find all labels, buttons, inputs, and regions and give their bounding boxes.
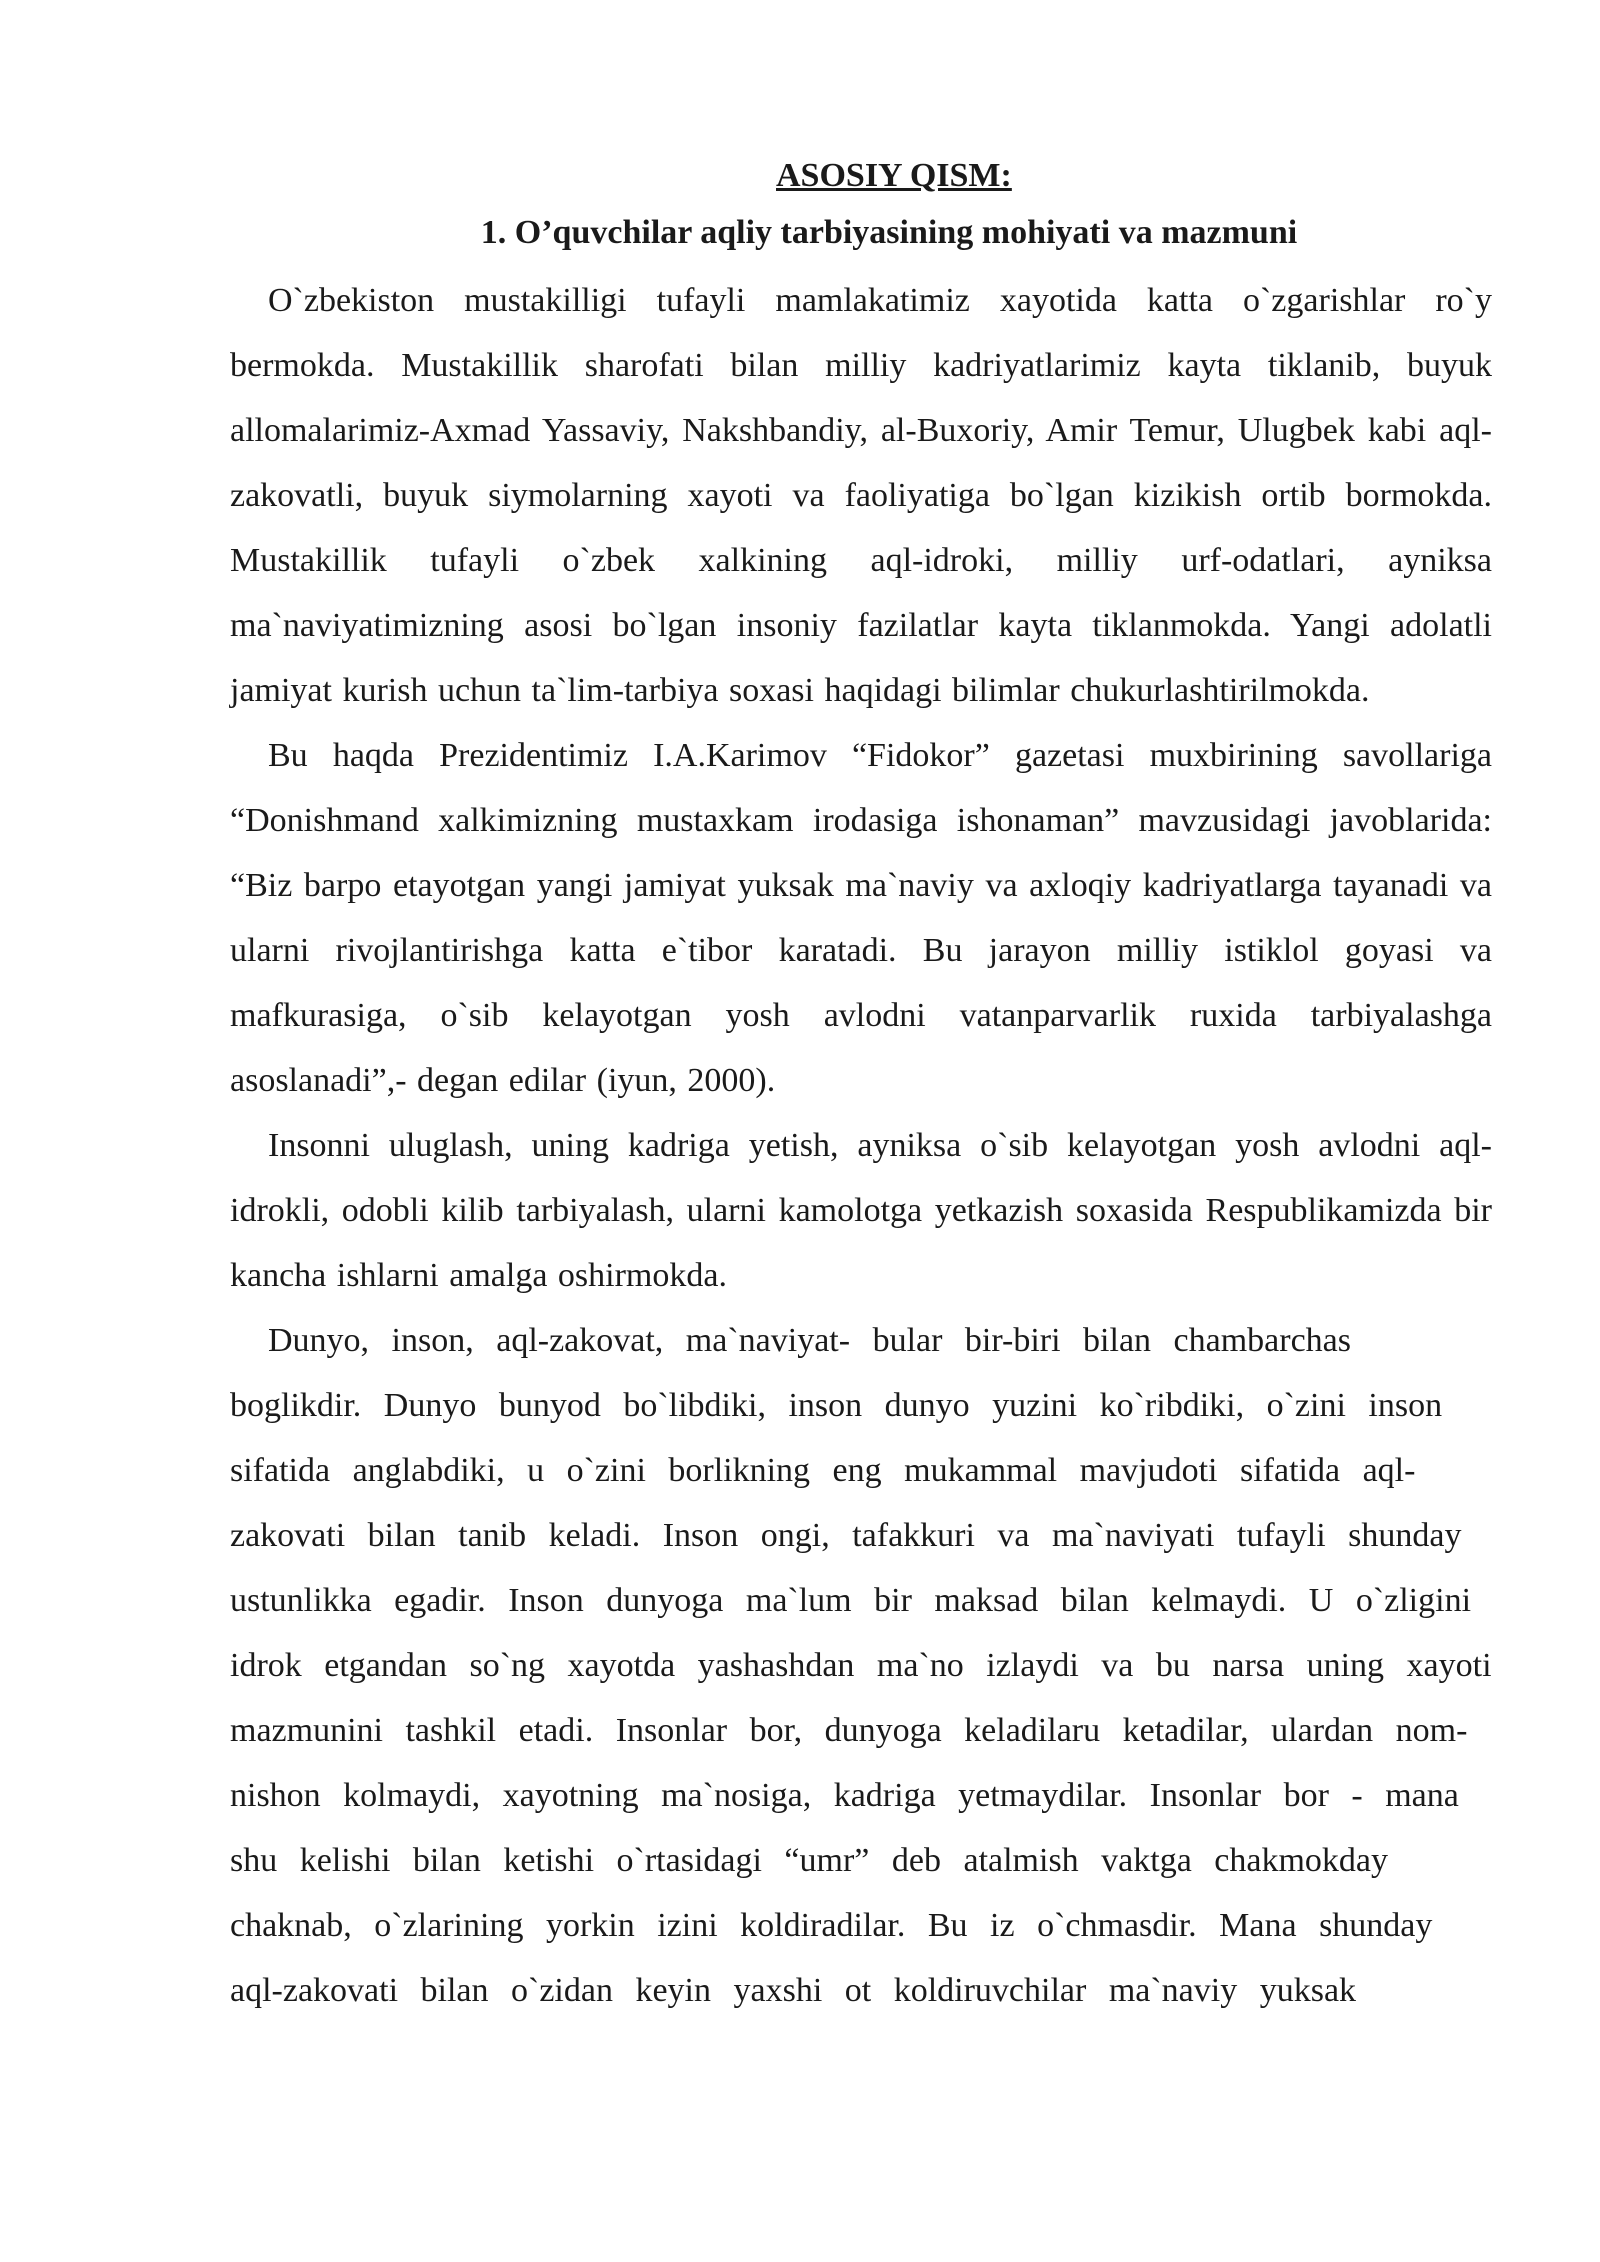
paragraph-1: O`zbekiston mustakilligi tufayli mamlakatimiz xayotida katta o`zgarishlar ro`y bermokda. Mustakillik sharofati bilan milliy kadriyatlarimiz kayta tiklanib, buyuk allomalarimiz-Axmad Yassaviy, Nakshbandiy, al-Buxoriy, Amir Temur, Ulugbek kabi aql-zakovatli, buyuk siymolarning xayoti va faoliyatiga bo`lgan kizikish ortib bormokda. Mustakillik tufayli o`zbek xalkining aql-idroki, milliy urf-odatlari, ayniksa ma`naviyatimizning asosi bo`lgan insoniy fazilatlar kayta tiklanmokda. Yangi adolatli jamiyat kurish uchun ta`lim-tarbiya soxasi haqidagi bilimlar chukurlashtirilmokda. xyxy=(230,282,1492,709)
section-title: ASOSIY QISM: xyxy=(776,157,1012,194)
paragraph-4: Dunyo, inson, aql-zakovat, ma`naviyat- bular bir-biri bilan chambarchas boglikdir. Dunyo bunyod bo`libdiki, inson dunyo yuzini ko`ribdiki, o`zini inson sifatida anglabdiki, u o`zini borlikning eng mukammal mavjudoti sifatida aql-zakovati bilan tanib keladi. Inson ongi, tafakkuri va ma`naviyati tufayli shunday ustunlikka egadir. Inson dunyoga ma`lum bir maksad bilan kelmaydi. U o`zligini idrok etgandan so`ng xayotda yashashdan ma`no izlaydi va bu narsa uning xayoti mazmunini tashkil etadi. Insonlar bor, dunyoga keladilaru ketadilar, ulardan nom-nishon kolmaydi, xayotning ma`nosiga, kadriga yetmaydilar. Insonlar bor - mana shu kelishi bilan ketishi o`rtasidagi “umr” deb atalmish vaktga chakmokday chaknab, o`zlarining yorkin izini koldiradilar. Bu iz o`chmasdir. Mana shunday aql-zakovati bilan o`zidan keyin yaxshi ot koldiruvchilar ma`naviy yuksak xyxy=(230,1322,1492,2009)
paragraph-2: Bu haqda Prezidentimiz I.A.Karimov “Fidokor” gazetasi muxbirining savollariga “Donishmand xalkimizning mustaxkam irodasiga ishonaman” mavzusidagi javoblarida: “Biz barpo etayotgan yangi jamiyat yuksak ma`naviy va axloqiy kadriyatlarga tayanadi va ularni rivojlantirishga katta e`tibor karatadi. Bu jarayon milliy istiklol goyasi va mafkurasiga, o`sib kelayotgan yosh avlodni vatanparvarlik ruxida tarbiyalashga asoslanadi”,- degan edilar (iyun, 2000). xyxy=(230,737,1492,1099)
chapter-title: 1. O’quvchilar aqliy tarbiyasining mohiyati va mazmuni xyxy=(480,214,1298,251)
paragraph-3: Insonni uluglash, uning kadriga yetish, ayniksa o`sib kelayotgan yosh avlodni aql-idrokli, odobli kilib tarbiyalash, ularni kamolotga yetkazish soxasida Respublikamizda bir kancha ishlarni amalga oshirmokda. xyxy=(230,1127,1492,1294)
document-body xyxy=(230,150,1492,2023)
